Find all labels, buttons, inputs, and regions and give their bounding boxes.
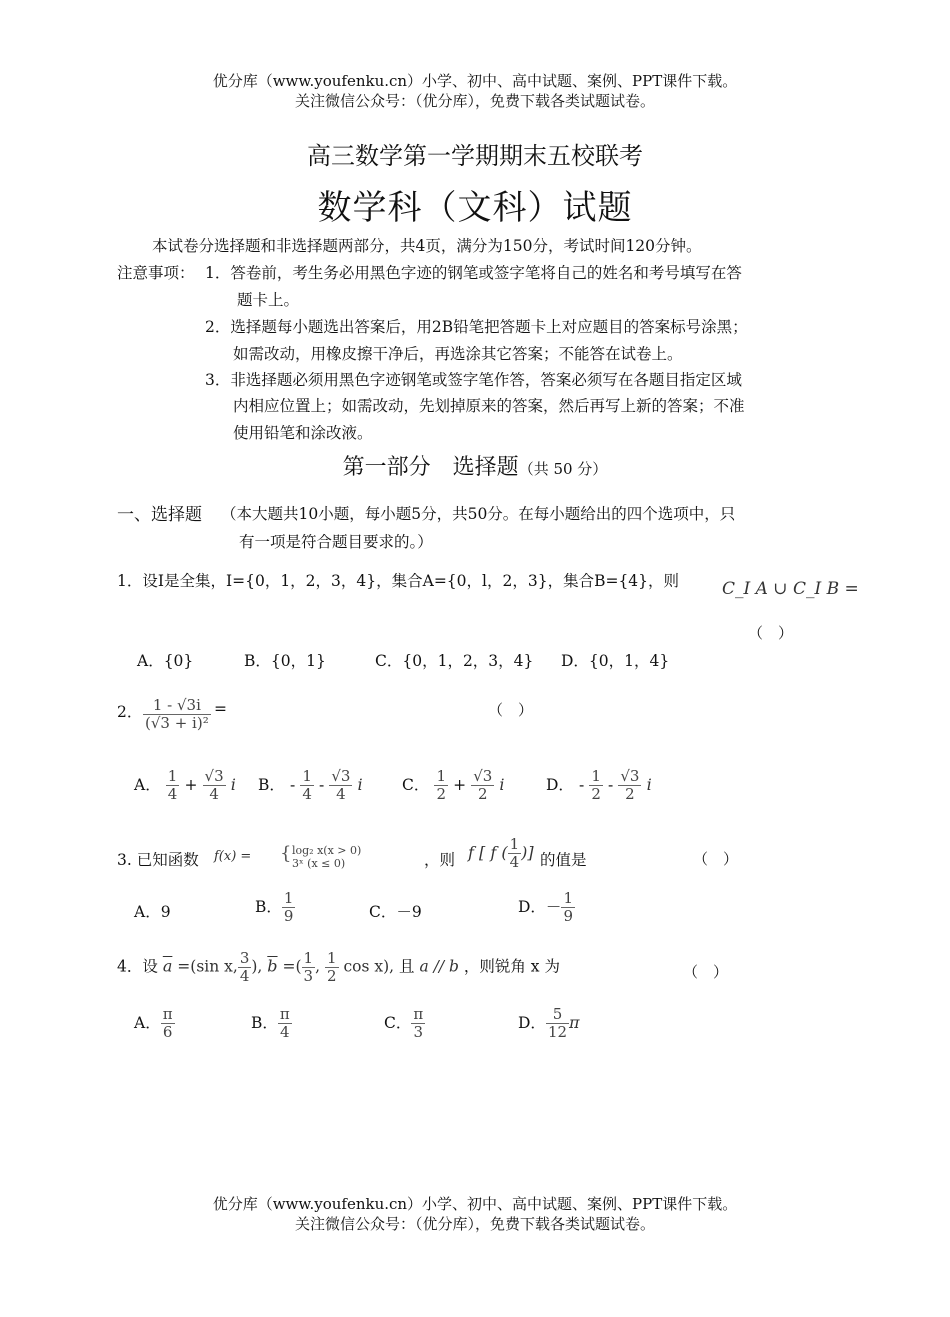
q4-frac-3-4	[238, 950, 252, 985]
q2-a-f1-num: 1	[167, 767, 178, 785]
q2-option-a	[134, 768, 236, 803]
q2-a-frac2	[203, 768, 226, 803]
note-3-b: 内相应位置上；如需改动，先划掉原来的答案，然后再写上新的答案；不准	[233, 397, 745, 415]
q2-a-f1-den: 4	[167, 785, 178, 803]
q4-b-num: π	[279, 1005, 290, 1023]
q4-qie: 且	[399, 957, 415, 976]
q4-c-label: C．	[384, 1014, 412, 1032]
q4-cos: cos x),	[343, 957, 395, 976]
q2-option-c	[402, 768, 505, 803]
q1-option-a: A．{0}	[137, 652, 194, 670]
q4-b-label: B．	[251, 1014, 278, 1032]
note-1-b: 题卡上。	[237, 291, 300, 309]
q1-answer-paren: （ ）	[748, 624, 794, 642]
q3-d-label: D．－	[518, 898, 562, 916]
q4-eq2: =(	[282, 957, 302, 976]
q2-fraction	[143, 697, 211, 732]
note-2-a: 2．选择题每小题选出答案后，用2B铅笔把答题卡上对应题目的答案标号涂黑；	[205, 318, 748, 336]
q4-a-den: 6	[162, 1023, 173, 1041]
q2-option-b	[258, 768, 363, 803]
q3-option-b	[255, 890, 295, 925]
q3-tail: 的值是	[540, 851, 587, 869]
q4-f3-den: 2	[326, 967, 337, 985]
q2-main-fraction	[143, 697, 211, 732]
q3-b-den: 9	[283, 907, 294, 925]
q2-d-f2-den: 2	[625, 785, 635, 803]
q1-stem: 1．设I是全集，I={0，1，2，3，4}，集合A={0，l，2，3}，集合B={4}，则	[117, 572, 680, 590]
q4-c-frac	[411, 1006, 425, 1041]
q4-d-pi: π	[569, 1013, 580, 1032]
q2-d-pre: -	[579, 776, 585, 794]
q2-c-f2-num: √3	[473, 767, 493, 785]
q2-c-frac1	[434, 768, 448, 803]
q4-d-label: D．	[518, 1014, 546, 1032]
footer-line-1: 优分库（www.youfenku.cn）小学、初中、高中试题、案例、PPT课件下载。	[212, 1195, 738, 1213]
q3-case-1: log₂ x(x > 0)	[292, 844, 362, 857]
part-1-title-text: 第一部分 选择题	[342, 455, 519, 480]
q2-b-pre: -	[289, 776, 296, 794]
q4-option-b	[251, 1006, 292, 1041]
q1-option-d: D．{0，1，4}	[561, 652, 670, 670]
q2-b-f2-den: 4	[336, 785, 346, 803]
q4-c-num: π	[413, 1005, 424, 1023]
q3-ff-expr	[468, 836, 534, 871]
q4-d-num: 5	[546, 1006, 569, 1024]
header-line-1: 优分库（www.youfenku.cn）小学、初中、高中试题、案例、PPT课件下载。	[212, 72, 738, 90]
q4-a-num: π	[162, 1005, 173, 1023]
q3-then: ，则	[424, 851, 456, 869]
q4-d-frac	[546, 1006, 569, 1041]
exam-subtitle: 数学科（文科）试题	[317, 188, 633, 228]
q3-option-d	[518, 890, 575, 925]
q2-b-f2-num: √3	[331, 767, 351, 785]
q4-f3-num: 1	[326, 949, 337, 967]
q4-close1: ),	[251, 957, 263, 976]
q4-b-frac	[278, 1006, 292, 1041]
q2-a-label: A．	[134, 776, 161, 794]
q3-case-2: 3ˣ (x ≤ 0)	[292, 857, 346, 870]
q4-c-den: 3	[413, 1023, 424, 1041]
q4-b-den: 4	[280, 1023, 290, 1041]
q2-d-f1-den: 2	[591, 785, 601, 803]
q1-option-c: C．{0，1，2，3，4}	[375, 652, 534, 670]
q3-answer-paren: （ ）	[693, 850, 739, 868]
q4-option-c	[384, 1006, 425, 1041]
q2-d-f1-num: 1	[591, 767, 601, 785]
q2-number: 2．	[117, 703, 143, 721]
q2-b-frac1	[300, 768, 314, 803]
q2-c-i: i	[499, 775, 505, 794]
q2-c-frac2	[471, 768, 494, 803]
q1-expression: C_I A ∪ C_I B =	[722, 579, 859, 599]
section-1-desc-b: 有一项是符合题目要求的。）	[239, 533, 433, 551]
q2-b-frac2	[329, 768, 352, 803]
q4-eq1: =(sin x,	[177, 957, 238, 976]
q2-c-f1-den: 2	[436, 785, 447, 803]
q4-a-frac	[161, 1006, 175, 1041]
q2-d-sign: -	[608, 776, 614, 794]
q2-b-f1-den: 4	[302, 785, 312, 803]
q2-c-f1-num: 1	[436, 767, 447, 785]
q2-numerator: 1 - √3i	[143, 697, 211, 715]
note-3-a: 3．非选择题必须用黑色字迹钢笔或签字笔作答，答案必须写在各题目指定区域	[205, 371, 742, 389]
q1-option-b: B．{0，1}	[244, 652, 326, 670]
q3-d-frac	[561, 890, 575, 925]
q2-a-f2-num: √3	[204, 767, 224, 785]
q3-option-c: C．－9	[369, 903, 422, 921]
q2-b-sign: -	[318, 776, 325, 794]
q2-c-f2-den: 2	[477, 785, 488, 803]
note-3-c: 使用铅笔和涂改液。	[233, 424, 373, 442]
q4-option-d	[518, 1006, 580, 1041]
intro-text: 本试卷分选择题和非选择题两部分，共4页，满分为150分，考试时间120分钟。	[152, 237, 702, 255]
section-1-desc-a: （本大题共10小题，每小题5分，共50分。在每小题给出的四个选项中，只	[221, 505, 736, 523]
q4-a-label: A．	[134, 1014, 161, 1032]
q3-brace: {	[280, 843, 292, 864]
q2-d-i: i	[646, 775, 652, 794]
q2-b-f1-num: 1	[302, 767, 312, 785]
q4-answer-paren: （ ）	[683, 963, 729, 981]
note-1-a: 1．答卷前，考生务必用黑色字迹的钢笔或签字笔将自己的姓名和考号填写在答	[205, 264, 742, 282]
q4-f1-num: 3	[239, 949, 250, 967]
exam-title: 高三数学第一学期期末五校联考	[307, 142, 643, 170]
q4-stem: 4．设	[117, 957, 158, 976]
header-line-2: 关注微信公众号：（优分库），免费下载各类试题试卷。	[294, 92, 655, 110]
q2-answer-paren: （ ）	[488, 701, 534, 719]
q4-f1-den: 4	[239, 967, 250, 985]
q3-fx: f(x) =	[214, 849, 252, 864]
q2-equals: =	[214, 700, 227, 718]
footer-line-2: 关注微信公众号：（优分库），免费下载各类试题试卷。	[294, 1215, 655, 1233]
q2-d-frac2	[618, 768, 641, 803]
q2-d-f2-num: √3	[620, 767, 640, 785]
q4-f2-num: 1	[303, 949, 314, 967]
q3-option-a: A．9	[134, 903, 171, 921]
q3-b-num: 1	[283, 889, 294, 907]
q3-ff-num: 1	[509, 835, 520, 853]
part-1-title	[0, 450, 950, 481]
q3-d-den: 9	[563, 907, 573, 925]
q3-ff-den: 4	[509, 853, 520, 871]
q2-a-i: i	[230, 775, 236, 794]
q2-b-i: i	[357, 775, 363, 794]
notes-label: 注意事项：	[117, 264, 195, 282]
q2-denominator: (√3 + i)²	[145, 714, 209, 732]
q4-frac-1-2	[325, 950, 339, 985]
q2-b-label: B．	[258, 776, 285, 794]
q3-ff: f [ f (	[468, 843, 508, 862]
q3-d-num: 1	[563, 889, 573, 907]
q2-option-d	[546, 768, 652, 803]
q4-comma: ,	[315, 957, 321, 976]
q2-d-label: D．	[546, 776, 574, 794]
q3-b-label: B．	[255, 898, 282, 916]
q4-vector-b: $\overline{b}$	[267, 956, 278, 976]
q2-a-frac1	[166, 768, 180, 803]
q3-stem: 3. 已知函数	[117, 851, 199, 869]
q3-ff-close: )]	[521, 843, 534, 862]
q2-a-sign: +	[184, 776, 198, 794]
q3-ff-frac	[508, 836, 522, 871]
q4-vector-a: $\overline{a}$	[162, 956, 173, 976]
q4-option-a	[134, 1006, 175, 1041]
q2-c-label: C．	[402, 776, 430, 794]
q4-f2-den: 3	[303, 967, 314, 985]
q2-d-frac1	[589, 768, 603, 803]
q4-frac-1-3	[302, 950, 316, 985]
q2-c-sign: +	[453, 776, 467, 794]
q4-line	[117, 950, 560, 985]
section-1-label: 一、选择题	[117, 505, 202, 525]
q4-d-den: 12	[547, 1023, 568, 1041]
q4-parallel: a // b	[419, 957, 459, 976]
q3-b-frac	[282, 890, 296, 925]
q2-a-f2-den: 4	[209, 785, 219, 803]
q4-tail: ，则锐角 x 为	[463, 957, 560, 976]
note-2-b: 如需改动，用橡皮擦干净后，再选涂其它答案；不能答在试卷上。	[233, 345, 683, 363]
part-1-points: （共 50 分）	[518, 460, 608, 478]
